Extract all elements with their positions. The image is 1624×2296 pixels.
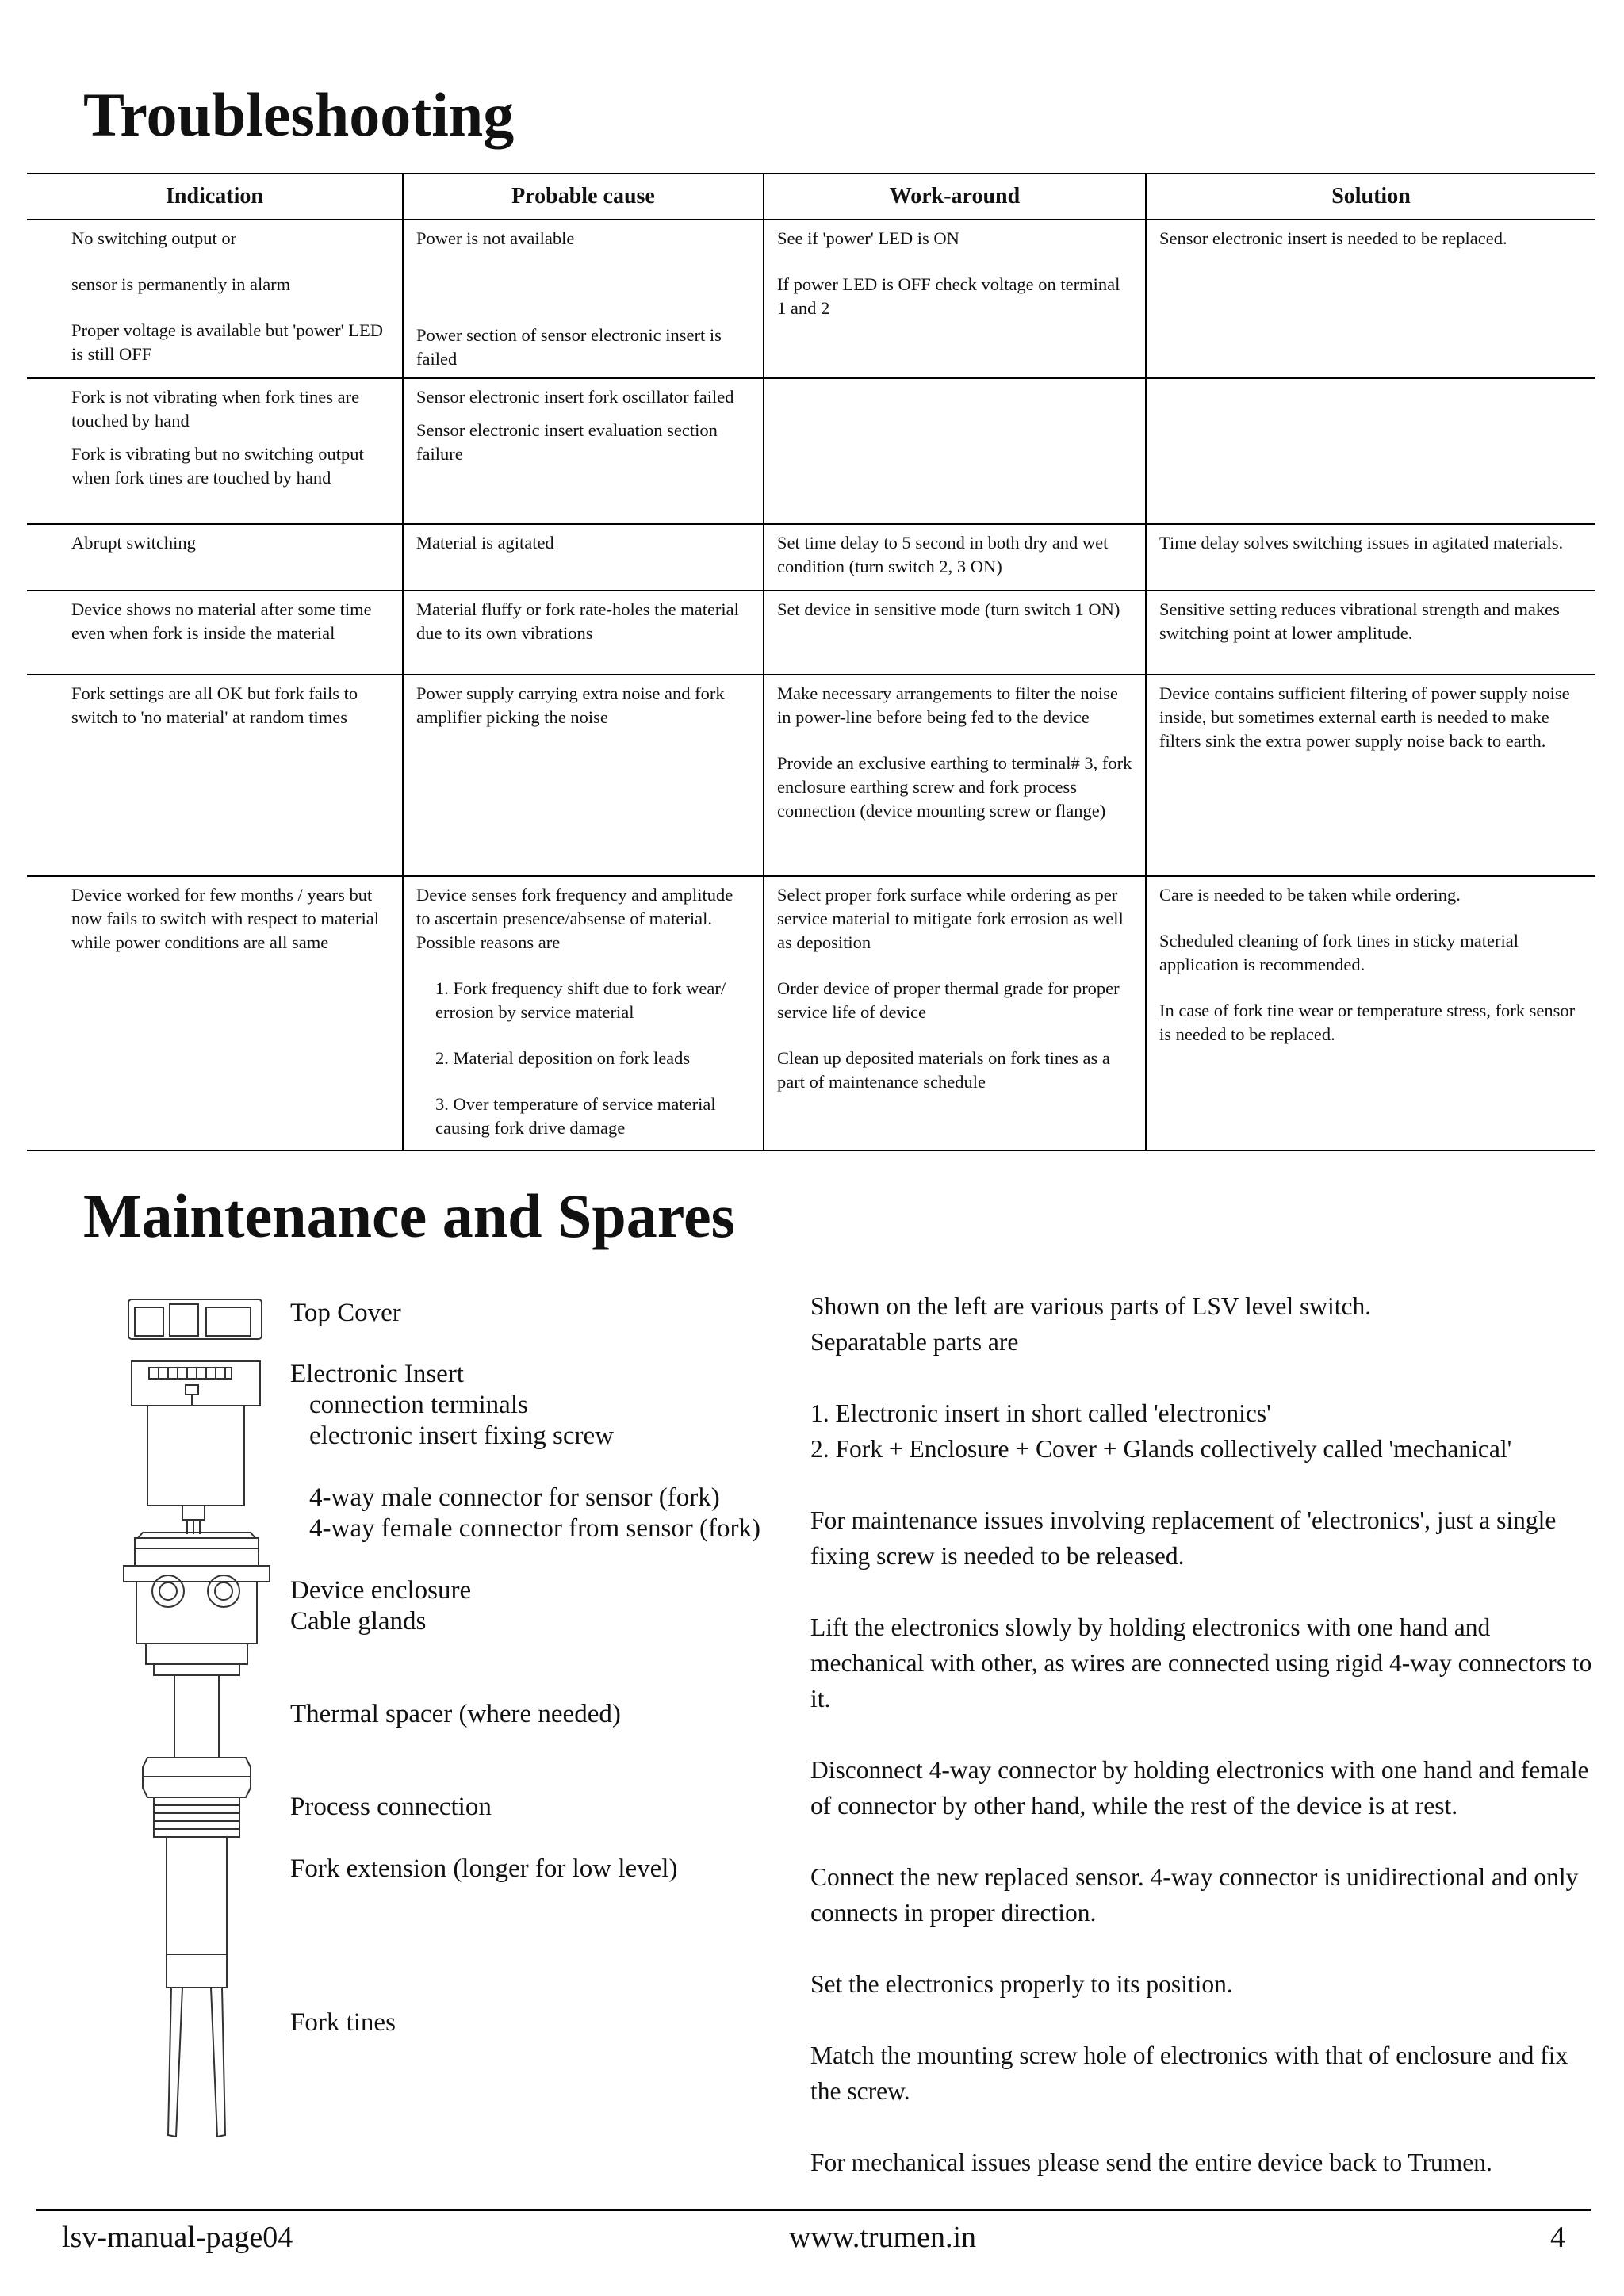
cell-text: Order device of proper thermal grade for proper service life of device: [777, 978, 1120, 1022]
cell-text: Power section of sensor electronic insert is failed: [416, 325, 722, 369]
instruction-line: 2. Fork + Enclosure + Cover + Glands collectively called 'mechanical': [810, 1435, 1512, 1463]
cell-text: Scheduled cleaning of fork tines in sticky material application is recommended.: [1159, 931, 1519, 974]
label-female-connector: 4-way female connector from sensor (fork): [309, 1514, 761, 1543]
instruction-line: Separatable parts are: [810, 1328, 1019, 1356]
cause-cell: [403, 675, 764, 876]
solution-cell: [1146, 675, 1595, 876]
solution-cell: [1146, 876, 1595, 1150]
cell-text: See if 'power' LED is ON: [777, 228, 959, 248]
indication-cell: [27, 524, 403, 591]
instruction-paragraph: Lift the electronics slowly by holding electronics with one hand and mechanical with other, as wires are connected using rigid 4-way connectors to it.: [810, 1613, 1592, 1712]
cell-text: sensor is permanently in alarm: [71, 274, 291, 294]
label-fork-extension: Fork extension (longer for low level): [290, 1854, 678, 1883]
cell-text: Abrupt switching: [71, 533, 196, 553]
cell-text: 1. Fork frequency shift due to fork wear/ errosion by service material: [435, 978, 726, 1022]
footer-document-id: lsv-manual-page04: [62, 2221, 293, 2254]
cell-text: 2. Material deposition on fork leads: [435, 1048, 691, 1068]
cell-text: Time delay solves switching issues in agitated materials.: [1159, 533, 1564, 553]
label-electronic-insert: Electronic Insert: [290, 1360, 464, 1388]
cell-text: Set time delay to 5 second in both dry and wet condition (turn switch 2, 3 ON): [777, 533, 1109, 576]
cell-text: Power is not available: [416, 228, 575, 248]
table-row: [27, 591, 1595, 675]
cell-text: Fork is vibrating but no switching output when fork tines are touched by hand: [71, 444, 364, 488]
cell-text: Power supply carrying extra noise and fork amplifier picking the noise: [416, 683, 725, 727]
lsv-exploded-diagram: [119, 1296, 278, 2152]
cell-text: Provide an exclusive earthing to terminal# 3, fork enclosure earthing screw and fork process connection (device mounting screw or flange): [777, 753, 1132, 821]
cell-text: Material is agitated: [416, 533, 554, 553]
device-enclosure-drawing: [124, 1533, 270, 1675]
process-connection-drawing: [143, 1758, 251, 1837]
table-row: [27, 220, 1595, 378]
header-work-around: Work-around: [764, 174, 1146, 220]
cell-text: Select proper fork surface while ordering as per service material to mitigate fork errosion as well as deposition: [777, 885, 1124, 952]
cell-text: Material fluffy or fork rate-holes the material due to its own vibrations: [416, 599, 739, 643]
cell-text: Proper voltage is available but 'power' LED is still OFF: [71, 320, 383, 364]
header-probable-cause: Probable cause: [403, 174, 764, 220]
footer-website-link[interactable]: www.trumen.in: [789, 2221, 977, 2254]
instruction-paragraph: [810, 1288, 1595, 1360]
instruction-line: Shown on the left are various parts of LSV level switch.: [810, 1292, 1372, 1320]
cell-text: 3. Over temperature of service material causing fork drive damage: [435, 1094, 716, 1138]
cell-text: Device senses fork frequency and amplitude to ascertain presence/absense of material. Possible reasons are: [416, 885, 733, 952]
solution-cell: [1146, 591, 1595, 675]
label-top-cover: Top Cover: [290, 1299, 401, 1327]
header-indication: Indication: [27, 174, 403, 220]
workaround-cell: [764, 591, 1146, 675]
maintenance-instructions: [810, 1288, 1595, 2180]
workaround-cell: [764, 675, 1146, 876]
indication-cell: [27, 591, 403, 675]
instruction-paragraph: For mechanical issues please send the entire device back to Trumen.: [810, 2149, 1492, 2176]
fork-tines-drawing: [168, 1988, 225, 2137]
footer-divider: [36, 2209, 1591, 2211]
instruction-paragraph: [810, 1395, 1595, 1467]
top-cover-drawing: [128, 1299, 262, 1339]
workaround-cell: [764, 378, 1146, 524]
cell-text: In case of fork tine wear or temperature stress, fork sensor is needed to be replaced.: [1159, 1001, 1576, 1044]
instruction-paragraph: Match the mounting screw hole of electronics with that of enclosure and fix the screw.: [810, 2042, 1568, 2105]
cell-text: Care is needed to be taken while ordering.: [1159, 885, 1461, 905]
label-connection-terminals: connection terminals: [309, 1391, 528, 1419]
cause-cell: [403, 876, 764, 1150]
cause-cell: [403, 220, 764, 378]
table-header-row: [27, 174, 1595, 220]
cell-text: If power LED is OFF check voltage on terminal 1 and 2: [777, 274, 1120, 318]
label-fork-tines: Fork tines: [290, 2008, 396, 2037]
workaround-cell: [764, 524, 1146, 591]
solution-cell: [1146, 220, 1595, 378]
electronic-insert-drawing: [132, 1361, 260, 1534]
label-device-enclosure: Device enclosure: [290, 1576, 472, 1605]
cell-text: Sensitive setting reduces vibrational strength and makes switching point at lower amplitude.: [1159, 599, 1560, 643]
solution-cell: [1146, 378, 1595, 524]
label-thermal-spacer: Thermal spacer (where needed): [290, 1700, 621, 1728]
cause-cell: [403, 591, 764, 675]
label-fixing-screw: electronic insert fixing screw: [309, 1422, 614, 1450]
thermal-spacer-drawing: [174, 1675, 219, 1758]
troubleshooting-title: Troubleshooting: [83, 80, 515, 149]
cell-text: Make necessary arrangements to filter the noise in power-line before being fed to the device: [777, 683, 1118, 727]
cause-cell: [403, 378, 764, 524]
cell-text: No switching output or: [71, 228, 237, 248]
table-row: [27, 675, 1595, 876]
indication-cell: [27, 220, 403, 378]
cell-text: Fork is not vibrating when fork tines are touched by hand: [71, 387, 360, 430]
header-solution: Solution: [1146, 174, 1595, 220]
maintenance-title: Maintenance and Spares: [83, 1181, 735, 1250]
fork-extension-drawing: [167, 1837, 227, 1988]
solution-cell: [1146, 524, 1595, 591]
cause-cell: [403, 524, 764, 591]
table-row: [27, 876, 1595, 1150]
cell-text: Sensor electronic insert fork oscillator failed: [416, 387, 734, 407]
footer-page-number: 4: [1550, 2221, 1565, 2254]
instruction-paragraph: Connect the new replaced sensor. 4-way connector is unidirectional and only connects in proper direction.: [810, 1863, 1579, 1927]
cell-text: Device worked for few months / years but now fails to switch with respect to material while power conditions are all same: [71, 885, 380, 952]
cell-text: Device contains sufficient filtering of power supply noise inside, but sometimes external earth is needed to make filters sink the extra power supply noise back to earth.: [1159, 683, 1570, 751]
troubleshooting-table: [27, 173, 1595, 1151]
cell-text: Sensor electronic insert is needed to be replaced.: [1159, 228, 1507, 248]
cell-text: Set device in sensitive mode (turn switch 1 ON): [777, 599, 1120, 619]
cell-text: Device shows no material after some time even when fork is inside the material: [71, 599, 372, 643]
label-cable-glands: Cable glands: [290, 1607, 427, 1636]
instruction-line: 1. Electronic insert in short called 'electronics': [810, 1399, 1271, 1427]
instruction-paragraph: For maintenance issues involving replacement of 'electronics', just a single fixing screw is needed to be released.: [810, 1506, 1557, 1570]
cell-text: Sensor electronic insert evaluation section failure: [416, 420, 718, 464]
cell-text: Clean up deposited materials on fork tines as a part of maintenance schedule: [777, 1048, 1110, 1092]
indication-cell: [27, 675, 403, 876]
instruction-paragraph: Disconnect 4-way connector by holding electronics with one hand and female of connector by other hand, while the rest of the device is at rest.: [810, 1756, 1589, 1820]
workaround-cell: [764, 220, 1146, 378]
workaround-cell: [764, 876, 1146, 1150]
instruction-paragraph: Set the electronics properly to its position.: [810, 1970, 1233, 1998]
table-row: [27, 524, 1595, 591]
indication-cell: [27, 876, 403, 1150]
label-male-connector: 4-way male connector for sensor (fork): [309, 1483, 720, 1512]
label-process-connection: Process connection: [290, 1793, 492, 1821]
table-row: [27, 378, 1595, 524]
cell-text: Fork settings are all OK but fork fails to switch to 'no material' at random times: [71, 683, 358, 727]
indication-cell: [27, 378, 403, 524]
